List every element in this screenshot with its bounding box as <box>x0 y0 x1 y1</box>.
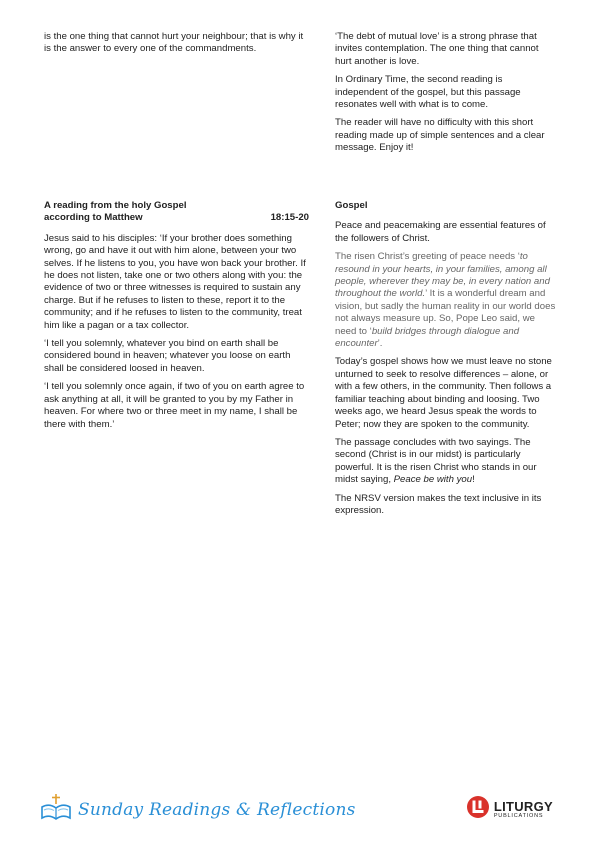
liturgy-logo-icon <box>466 795 490 824</box>
footer <box>40 793 575 825</box>
italic-quote: to resound in your hearts, in your families, among all people, wherever they may be, in every nation and throughout the world. <box>335 251 550 300</box>
paragraph: is the one thing that cannot hurt your neighbour; that is why it is the answer to every one of the commandments. <box>44 31 304 55</box>
text-span: The passage concludes with two sayings. The second (Christ is in our midst) is particularly powerful. It is the risen Christ who stands in our midst saying, <box>335 436 537 486</box>
publisher-text <box>494 800 553 820</box>
italic-quote: build bridges through dialogue and encounter <box>335 325 520 350</box>
publisher-sub: PUBLICATIONS <box>493 812 544 819</box>
text-span: ’. <box>377 338 383 350</box>
paragraph: ‘The debt of mutual love’ is a strong phrase that invites contemplation. The one thing that cannot hurt another is love. <box>335 31 539 67</box>
left-top-column <box>44 31 309 62</box>
gospel-reading-heading <box>44 200 309 225</box>
gospel-reading-column <box>44 200 309 437</box>
gospel-reflection-heading: Gospel <box>335 200 368 211</box>
scripture-reference: 18:15-20 <box>270 212 309 224</box>
paragraph: ‘I tell you solemnly, whatever you bind on earth shall be considered bound in heaven; whatever you loose on earth shall be considered loosed in heaven. <box>44 338 291 374</box>
gospel-reflection-column <box>335 200 557 523</box>
brand-title: Sunday Readings & Reflections <box>78 799 356 820</box>
publisher-name: LITURGY <box>493 798 553 814</box>
paragraph: Jesus said to his disciples: ‘If your brother does something wrong, go and have it out with him alone, between your two selves. If he listens to you, you have won back your brother. If he does not listen, take one or two others along with you: the evidence of two or three witnesses is required to sustain any charge. But if he refuses to listen to these, report it to the community; and if he refuses to listen to the community, treat him like a pagan or a tax collector. <box>44 232 306 331</box>
heading-line-2-row <box>44 212 309 224</box>
paragraph: In Ordinary Time, the second reading is independent of the gospel, but this passage resonates well with what is to come. <box>335 74 521 111</box>
publisher-logo <box>466 795 553 824</box>
open-book-cross-icon <box>40 793 72 826</box>
paragraph: The NRSV version makes the text inclusive in its expression. <box>335 492 542 516</box>
paragraph: ‘I tell you solemnly once again, if two of you on earth agree to ask anything at all, it will be granted to you by my Father in heaven. For where two or three meet in my name, I shall be there with them.’ <box>44 381 305 430</box>
italic-quote: Peace be with you <box>393 474 473 486</box>
heading-line-2: according to Matthew <box>44 212 143 224</box>
brand <box>40 793 356 826</box>
paragraph <box>335 437 557 487</box>
paragraph: Peace and peacemaking are essential features of the followers of Christ. <box>335 220 546 244</box>
heading-line-1: A reading from the holy Gospel <box>44 200 187 211</box>
paragraph: The reader will have no difficulty with this short reading made up of simple sentences and a clear message. Enjoy it! <box>335 117 545 154</box>
text-span: The risen Christ’s greeting of peace needs ‘ <box>335 251 520 263</box>
text-span: ! <box>472 474 475 486</box>
paragraph-quote <box>335 251 557 350</box>
paragraph: Today’s gospel shows how we must leave no stone unturned to seek to resolve differences – alone, or with a few others, in the community. Then follows a familiar teaching about binding and loosing. Two weeks ago, we heard Jesus speak the words to Peter; now they are spoken to the community. <box>335 356 552 430</box>
text-span: ’ It is a wonderful dream and vision, but sadly the human reality in our world does not always measure up. So, Pope Leo said, we need to ‘ <box>335 288 556 337</box>
right-top-column <box>335 31 557 161</box>
